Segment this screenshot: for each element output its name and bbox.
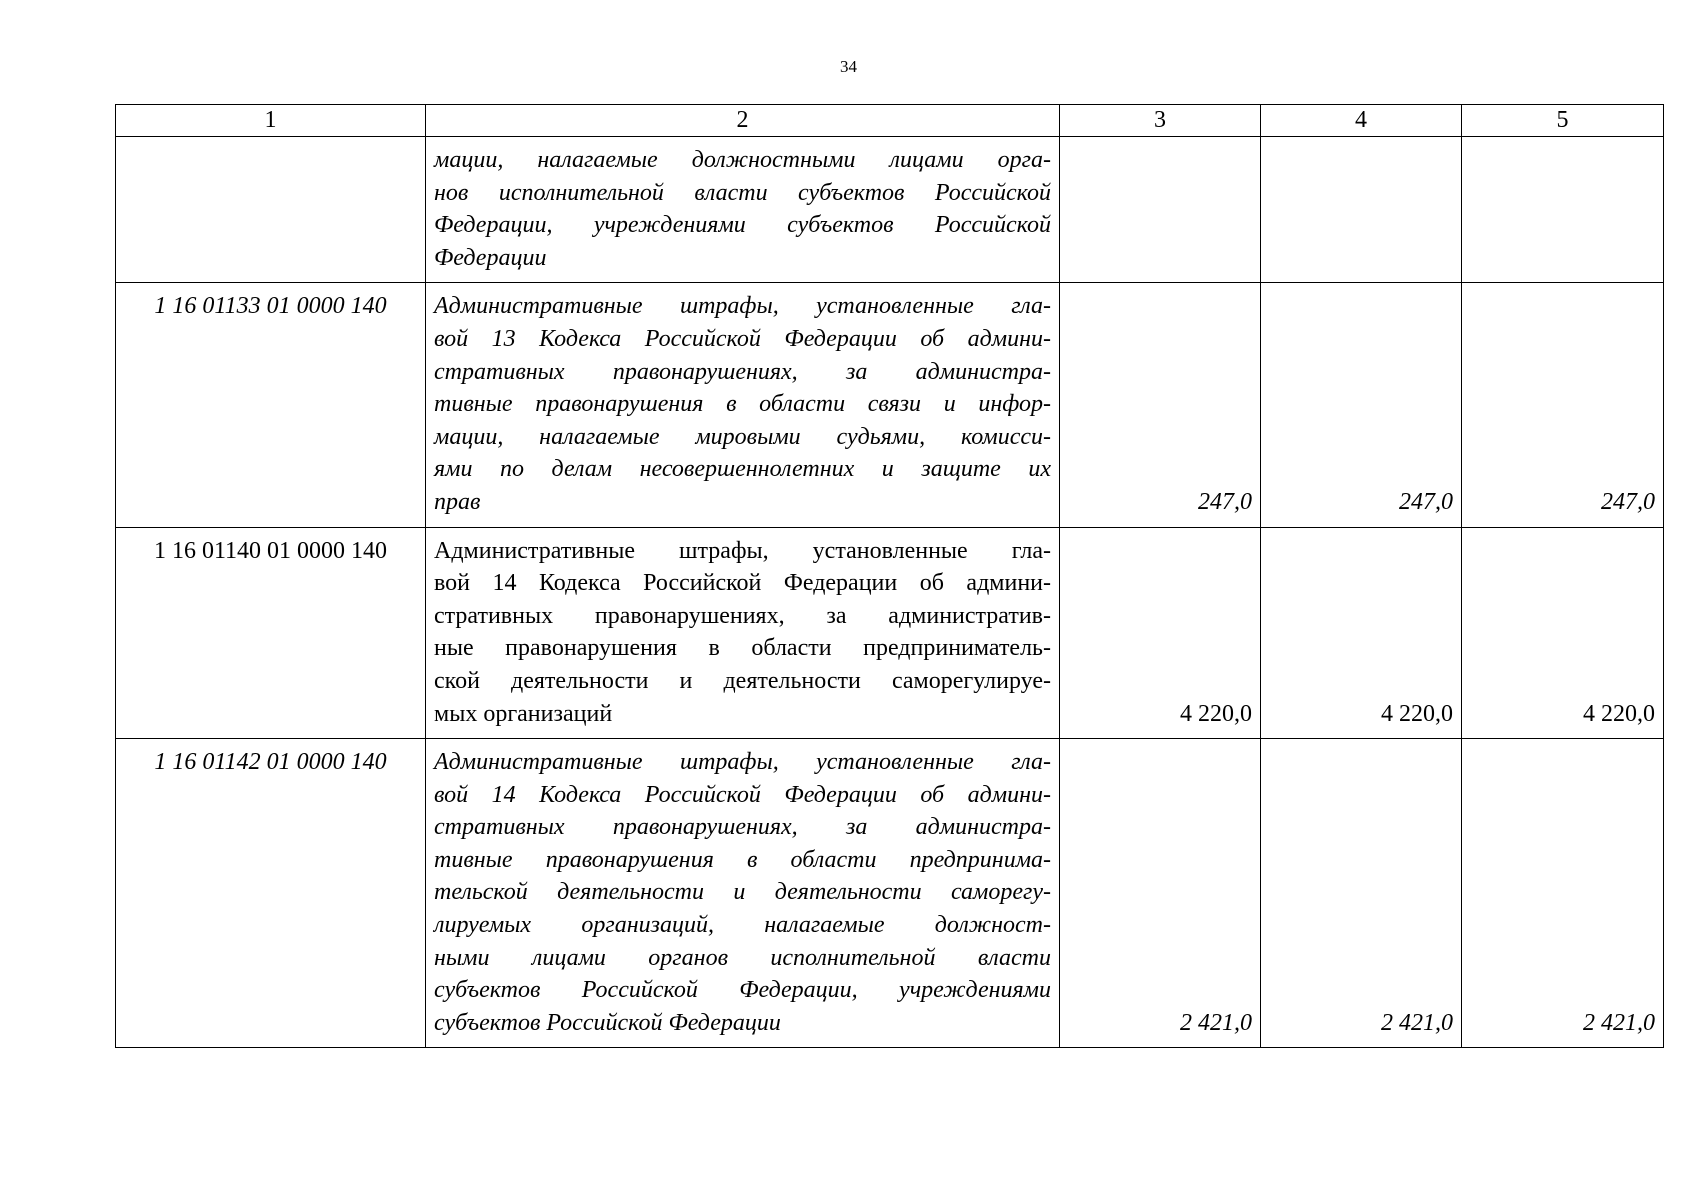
description-line: ской деятельности и деятельности саморегулируе- — [434, 667, 1051, 694]
description-line: стративных правонарушениях, за административ- — [434, 602, 1051, 629]
column-header: 4 — [1261, 105, 1462, 137]
table-row — [116, 137, 1664, 283]
budget-code-cell: 1 16 01140 01 0000 140 — [116, 527, 426, 739]
description-cell — [426, 283, 1060, 527]
description-line: Федерации — [434, 244, 547, 271]
description-line: вой 14 Кодекса Российской Федерации об админи- — [434, 781, 1051, 808]
table-row — [116, 739, 1664, 1048]
amount-cell-col4: 4 220,0 — [1261, 527, 1462, 739]
description-line: ные правонарушения в области предприниматель- — [434, 635, 1051, 662]
description-line: мых организаций — [434, 700, 613, 727]
amount-cell-col5: 4 220,0 — [1462, 527, 1664, 739]
description-line: Административные штрафы, установленные гла- — [434, 749, 1051, 776]
amount-cell-col3: 2 421,0 — [1060, 739, 1261, 1048]
amount-cell-col4 — [1261, 137, 1462, 283]
table-body — [116, 137, 1664, 1048]
description-line: лируемых организаций, налагаемые должност- — [434, 912, 1051, 939]
description-line: вой 13 Кодекса Российской Федерации об админи- — [434, 325, 1051, 352]
description-line: нов исполнительной власти субъектов Российской — [434, 179, 1051, 206]
description-line: мации, налагаемые должностными лицами орга- — [434, 147, 1051, 173]
amount-cell-col5 — [1462, 137, 1664, 283]
revenue-table — [115, 104, 1664, 1048]
budget-code-cell: 1 16 01142 01 0000 140 — [116, 739, 426, 1048]
description-cell — [426, 527, 1060, 739]
description-line: мации, налагаемые мировыми судьями, комисси- — [434, 423, 1051, 450]
description-line: стративных правонарушениях, за администра- — [434, 358, 1051, 385]
page-number: 34 — [840, 57, 857, 76]
description-line: ными лицами органов исполнительной власти — [434, 944, 1051, 971]
amount-cell-col3 — [1060, 137, 1261, 283]
description-line: стративных правонарушениях, за администра- — [434, 814, 1051, 841]
budget-code-cell — [116, 137, 426, 283]
description-line: прав — [434, 488, 481, 515]
description-line: Федерации, учреждениями субъектов Российской — [434, 212, 1051, 239]
description-cell — [426, 137, 1060, 283]
description-line: тельской деятельности и деятельности саморегу- — [434, 879, 1051, 906]
table-row — [116, 527, 1664, 739]
amount-cell-col3: 247,0 — [1060, 283, 1261, 527]
column-header: 2 — [426, 105, 1060, 137]
description-cell — [426, 739, 1060, 1048]
description-line: вой 14 Кодекса Российской Федерации об админи- — [434, 570, 1051, 597]
budget-code-cell: 1 16 01133 01 0000 140 — [116, 283, 426, 527]
description-line: Административные штрафы, установленные гла- — [434, 537, 1051, 564]
column-header: 5 — [1462, 105, 1664, 137]
description-line: субъектов Российской Федерации, учреждениями — [434, 977, 1051, 1004]
amount-cell-col4: 2 421,0 — [1261, 739, 1462, 1048]
table-header-row — [116, 105, 1664, 137]
amount-cell-col4: 247,0 — [1261, 283, 1462, 527]
column-header: 1 — [116, 105, 426, 137]
table-row — [116, 283, 1664, 527]
amount-cell-col5: 247,0 — [1462, 283, 1664, 527]
column-header: 3 — [1060, 105, 1261, 137]
amount-cell-col3: 4 220,0 — [1060, 527, 1261, 739]
amount-cell-col5: 2 421,0 — [1462, 739, 1664, 1048]
description-line: тивные правонарушения в области предпринима- — [434, 846, 1051, 873]
description-line: субъектов Российской Федерации — [434, 1009, 781, 1036]
description-line: Административные штрафы, установленные гла- — [434, 293, 1051, 320]
description-line: тивные правонарушения в области связи и инфор- — [434, 391, 1051, 418]
description-line: ями по делам несовершеннолетних и защите их — [434, 456, 1051, 483]
